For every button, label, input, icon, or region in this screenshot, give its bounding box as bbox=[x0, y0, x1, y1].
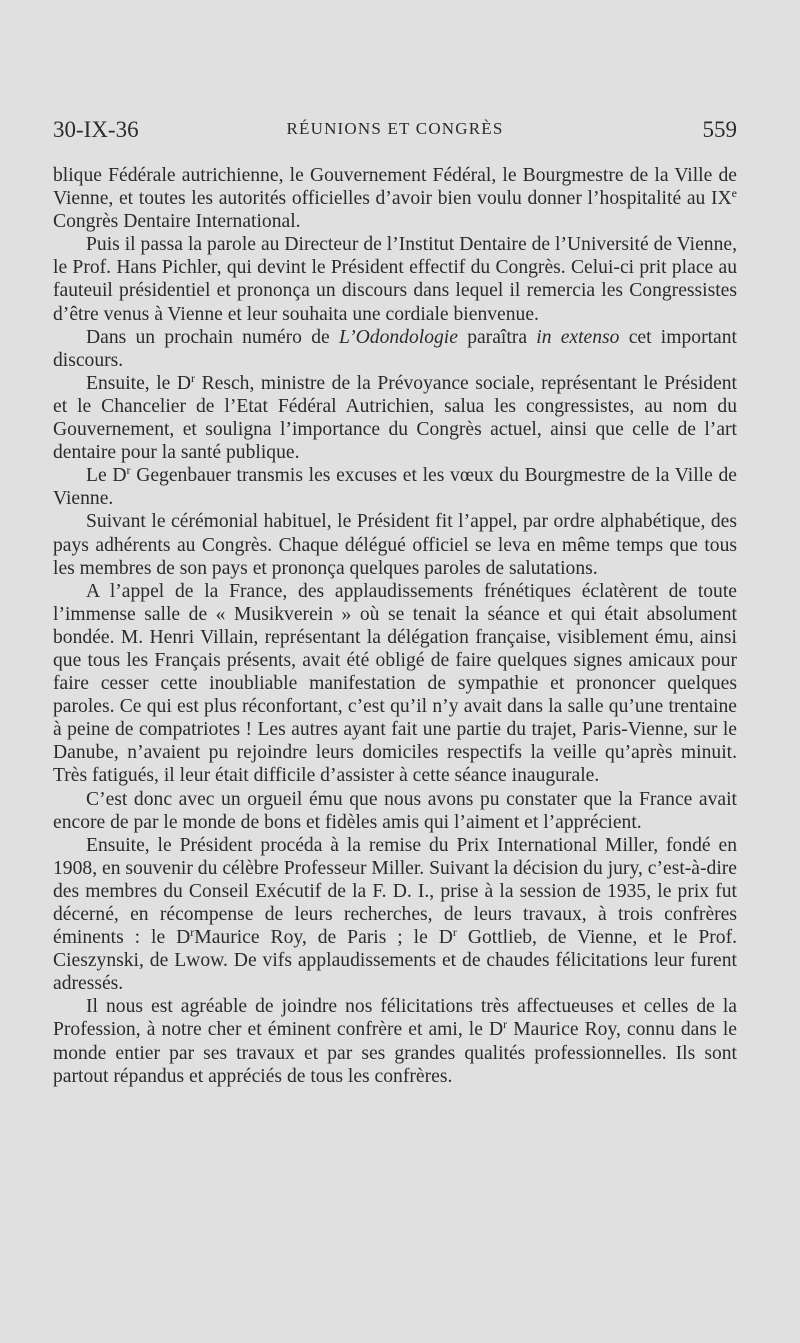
superscript: r bbox=[126, 463, 131, 478]
superscript: e bbox=[731, 186, 737, 201]
paragraph-6 bbox=[53, 510, 737, 579]
superscript: r bbox=[452, 925, 457, 940]
text-run: Dans un prochain numéro de bbox=[86, 326, 339, 348]
text-run: Gegenbauer transmis les excuses et les vœux du Bourgmestre de la Ville de Vienne. bbox=[53, 465, 737, 510]
superscript: r bbox=[190, 925, 195, 940]
superscript: r bbox=[503, 1017, 508, 1032]
paragraph-10 bbox=[53, 995, 737, 1087]
italic-text: L’Odondologie bbox=[338, 326, 458, 348]
paragraph-9 bbox=[53, 834, 737, 996]
text-run: Resch, ministre de la Prévoyance sociale, représentant le Président et le Chancelier de l’Etat Fédéral Autrichien, salua les congressistes, au nom du Gouvernement, et souligna l’importance du Congrès actuel, ainsi que celle de l’art dentaire pour la santé publique. bbox=[53, 372, 738, 464]
text-run: Maurice Roy, de Paris ; le D bbox=[194, 927, 453, 949]
paragraph-4 bbox=[53, 372, 737, 464]
italic-text: in extenso bbox=[536, 326, 620, 348]
text-run: Ensuite, le D bbox=[86, 372, 192, 394]
text-run: paraîtra bbox=[457, 326, 537, 348]
text-run: Il nous est agréable de joindre nos félicitations très affectueuses et celles de la Profession, à notre cher et éminent confrère et ami, le D bbox=[53, 996, 737, 1041]
text-run: Le D bbox=[86, 465, 127, 487]
text-run: Ensuite, le Président procéda à la remise du Prix International Miller, fondé en 1908, en souvenir du célèbre Professeur Miller. Suivant la décision du jury, c’est-à-dire des membres du Conseil Exécutif de la F. D. I., prise à la session de 1935, le prix fut décerné, en récompense de leurs recherches, de leurs travaux, à trois confrères éminents : le D bbox=[53, 834, 737, 949]
text-run: Gottlieb, de Vienne, et le Prof. Cieszynski, de Lwow. De vifs applaudissements et de chaudes félicitations leur furent adressés. bbox=[53, 927, 738, 995]
paragraph-1 bbox=[53, 164, 737, 233]
text-run: C’est donc avec un orgueil ému que nous avons pu constater que la France avait encore de par le monde de bons et fidèles amis qui l’aiment et l’apprécient. bbox=[53, 788, 737, 833]
text-run: Suivant le cérémonial habituel, le Président fit l’appel, par ordre alphabétique, des pays adhérents au Congrès. Chaque délégué officiel se leva en même temps que tous les membres de son pays et prononça quelques paroles de salutations. bbox=[53, 511, 737, 579]
text-run: blique Fédérale autrichienne, le Gouvernement Fédéral, le Bourgmestre de la Ville de Vienne, et toutes les autorités officielles d’avoir bien voulu donner l’hospitalité au IX bbox=[53, 165, 737, 210]
issue-date: 30-IX-36 bbox=[53, 117, 139, 142]
paragraph-5 bbox=[53, 464, 737, 510]
paragraph-3 bbox=[53, 326, 737, 372]
text-run: Puis il passa la parole au Directeur de l’Institut Dentaire de l’Université de Vienne, le Prof. Hans Pichler, qui devint le Président effectif du Congrès. Celui-ci prit place au fauteuil présidentiel et prononça un discours dans lequel il remercia les Congressistes d’être venus à Vienne et leur souhaita une cordiale bienvenue. bbox=[53, 234, 737, 325]
paragraph-8 bbox=[53, 788, 737, 834]
section-title: RÉUNIONS ET CONGRÈS bbox=[286, 119, 504, 138]
paragraph-7 bbox=[53, 580, 737, 788]
text-run: Congrès Dentaire International. bbox=[53, 211, 301, 233]
superscript: r bbox=[191, 370, 196, 385]
article-body bbox=[53, 164, 737, 1088]
text-run: Maurice Roy, connu dans le monde entier par ses travaux et par ses grandes qualités professionnelles. Ils sont partout répandus et appréciés de tous les confrères. bbox=[53, 1019, 737, 1087]
text-run: cet important discours. bbox=[53, 326, 737, 371]
text-run: A l’appel de la France, des applaudissements frénétiques éclatèrent de toute l’immense salle de « Musikverein » où se tenait la séance et qui était absolument bondée. M. Henri Villain, représentant la délégation française, visiblement ému, ainsi que tous les Français présents, avait été obligé de faire quelques signes amicaux pour faire cesser cette inoubliable manifestation de sympathie et prononcer quelques paroles. Ce qui est plus réconfortant, c’est qu’il n’y avait dans la salle qu’une trentaine à peine de compatriotes ! Les autres ayant fait une partie du trajet, Paris-Vienne, sur le Danube, n’avaient pu rejoindre leurs domiciles respectifs la veille qu’après minuit. Très fatigués, il leur était difficile d’assister à cette séance inaugurale. bbox=[53, 580, 737, 787]
page-number: 559 bbox=[702, 117, 737, 142]
paragraph-2 bbox=[53, 233, 737, 325]
running-header bbox=[53, 117, 737, 147]
